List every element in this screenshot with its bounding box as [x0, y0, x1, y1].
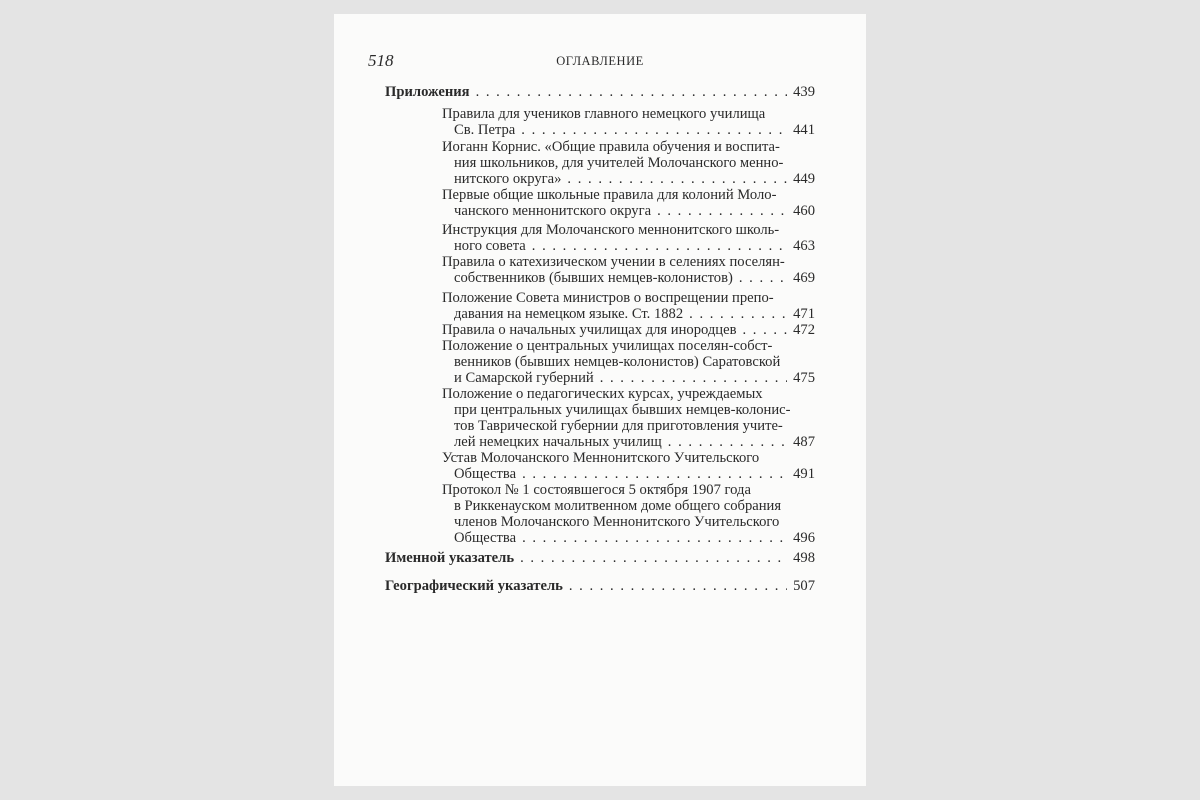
- dot-leader: [739, 270, 787, 286]
- toc-entry-text: собственников (бывших немцев-колонистов): [454, 270, 733, 286]
- toc-entry-line: [442, 450, 815, 466]
- toc-entry-text: Именной указатель: [385, 550, 515, 566]
- toc-entry-line: [385, 84, 815, 100]
- toc-entry-text: Приложения: [385, 84, 470, 100]
- toc-page-number: 463: [793, 238, 815, 254]
- toc-entry-line: [442, 338, 815, 354]
- toc-entry-line: [442, 514, 815, 530]
- toc-entry-text: давания на немецком языке. Ст. 1882: [454, 306, 684, 322]
- toc-page-number: 471: [793, 306, 815, 322]
- toc-entry-line: [442, 322, 815, 338]
- toc-entry: [442, 322, 815, 338]
- toc-entry-line: [442, 386, 815, 402]
- toc-entry-line: [442, 139, 815, 155]
- toc-entry-text: ного совета: [454, 238, 526, 254]
- toc-entry-line: [442, 418, 815, 434]
- toc-entry-text: членов Молочанского Меннонитского Учительского: [454, 514, 780, 530]
- toc-entry-line: [442, 306, 815, 322]
- toc-entry-line: [385, 550, 815, 566]
- dot-leader: [532, 238, 787, 254]
- toc-page-number: 507: [793, 578, 815, 594]
- toc-entry-text: и Самарской губерний: [454, 370, 594, 386]
- dot-leader: [520, 550, 787, 566]
- dot-leader: [522, 466, 787, 482]
- toc-entry: [442, 482, 815, 546]
- toc-entry-text: в Риккенауском молитвенном доме общего собрания: [454, 498, 782, 514]
- toc-entry-text: Св. Петра: [454, 122, 516, 138]
- toc-entry: [385, 84, 815, 100]
- book-page: [334, 14, 866, 786]
- toc-entry-line: [442, 482, 815, 498]
- dot-leader: [569, 578, 787, 594]
- toc-entry-line: [442, 402, 815, 418]
- toc-entry-text: при центральных училищах бывших немцев-колонис-: [454, 402, 791, 418]
- toc-entry: [442, 106, 815, 138]
- toc-page-number: 472: [793, 322, 815, 338]
- toc-entry-text: тов Таврической губернии для приготовления учите-: [454, 418, 783, 434]
- toc-entry-text: Географический указатель: [385, 578, 563, 594]
- toc-page-number: 487: [793, 434, 815, 450]
- toc-entry-line: [385, 578, 815, 594]
- toc-entry-line: [442, 122, 815, 138]
- toc-entry-line: [442, 370, 815, 386]
- toc-entry: [442, 187, 815, 219]
- toc-entry-text: лей немецких начальных училищ: [454, 434, 662, 450]
- toc-entry-text: Протокол № 1 состоявшегося 5 октября 1907 года: [442, 482, 751, 498]
- toc-page-number: 475: [793, 370, 815, 386]
- toc-page-number: 496: [793, 530, 815, 546]
- toc-entry-line: [442, 290, 815, 306]
- toc-entry-line: [442, 155, 815, 171]
- toc-entry: [442, 338, 815, 386]
- toc-entry-line: [442, 171, 815, 187]
- toc-entry-text: нитского округа»: [454, 171, 562, 187]
- dot-leader: [689, 306, 787, 322]
- page-title: ОГЛАВЛЕНИЕ: [556, 54, 644, 68]
- toc-entry-text: Иоганн Корнис. «Общие правила обучения и воспита-: [442, 139, 780, 155]
- toc-page-number: 449: [793, 171, 815, 187]
- toc-page-number: 439: [793, 84, 815, 100]
- toc-page-number: 460: [793, 203, 815, 219]
- toc-entry: [442, 386, 815, 450]
- toc-page-number: 491: [793, 466, 815, 482]
- toc-entry-line: [442, 222, 815, 238]
- dot-leader: [476, 84, 788, 100]
- toc-entry-line: [442, 238, 815, 254]
- dot-leader: [600, 370, 787, 386]
- toc-entry-line: [442, 187, 815, 203]
- toc-entry-line: [442, 498, 815, 514]
- toc-entry-line: [442, 354, 815, 370]
- toc-entry: [442, 139, 815, 187]
- toc-entry: [442, 254, 815, 286]
- toc-entry-text: венников (бывших немцев-колонистов) Саратовской: [454, 354, 781, 370]
- toc-entry-line: [442, 530, 815, 546]
- toc-entry-text: Инструкция для Молочанского меннонитского школь-: [442, 222, 780, 238]
- toc-entry-text: Правила о катехизическом учении в селениях поселян-: [442, 254, 785, 270]
- toc-page-number: 498: [793, 550, 815, 566]
- toc-entry-line: [442, 203, 815, 219]
- toc-entry: [442, 450, 815, 482]
- toc-page-number: 441: [793, 122, 815, 138]
- toc-entry-text: чанского меннонитского округа: [454, 203, 652, 219]
- toc-entry-line: [442, 434, 815, 450]
- toc-entry-text: Первые общие школьные правила для колоний Моло-: [442, 187, 777, 203]
- toc-entry-line: [442, 270, 815, 286]
- toc-entry-text: ния школьников, для учителей Молочанского менно-: [454, 155, 784, 171]
- toc-entry-text: Положение о центральных училищах поселян-собст-: [442, 338, 773, 354]
- toc-entry-text: Общества: [454, 530, 517, 546]
- toc-entry-text: Общества: [454, 466, 517, 482]
- toc-entry-text: Правила для учеников главного немецкого училища: [442, 106, 766, 122]
- toc-entry: [442, 222, 815, 254]
- toc-entry-text: Положение Совета министров о воспрещении препо-: [442, 290, 774, 306]
- toc-entry: [385, 578, 815, 594]
- dot-leader: [742, 322, 787, 338]
- toc-entry: [385, 550, 815, 566]
- toc-page-number: 469: [793, 270, 815, 286]
- dot-leader: [521, 122, 787, 138]
- toc-entry-text: Устав Молочанского Меннонитского Учительского: [442, 450, 760, 466]
- toc-entry-line: [442, 254, 815, 270]
- dot-leader: [657, 203, 787, 219]
- toc-entry-line: [442, 106, 815, 122]
- dot-leader: [567, 171, 787, 187]
- toc-entry-text: Положение о педагогических курсах, учреждаемых: [442, 386, 763, 402]
- toc-entry-line: [442, 466, 815, 482]
- dot-leader: [668, 434, 787, 450]
- toc-entry-text: Правила о начальных училищах для инородцев: [442, 322, 737, 338]
- dot-leader: [522, 530, 787, 546]
- page-number: 518: [368, 51, 394, 70]
- toc-entry: [442, 290, 815, 322]
